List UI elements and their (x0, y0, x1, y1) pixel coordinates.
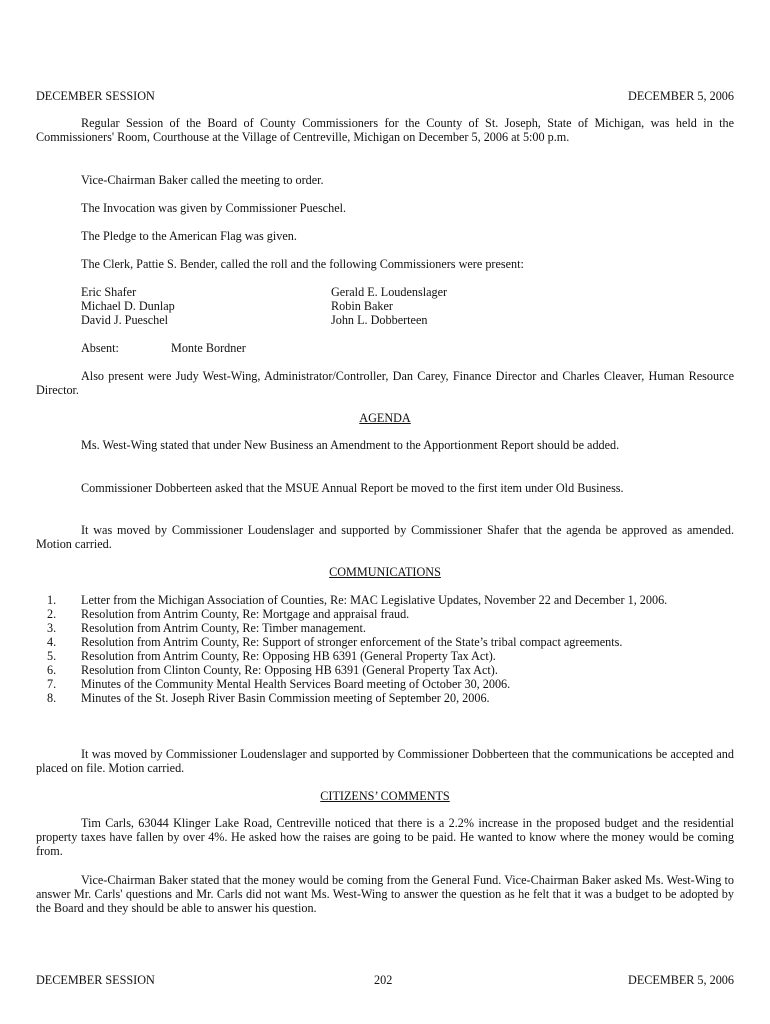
list-item: 1. Letter from the Michigan Association of Counties, Re: MAC Legislative Updates, November 22 and December 1, 2006. (47, 593, 668, 607)
present-list (81, 285, 581, 327)
commissioner-name: David J. Pueschel (81, 313, 168, 327)
communications-heading: COMMUNICATIONS (329, 565, 441, 579)
page-header (36, 89, 734, 103)
agenda-paragraph-2: Commissioner Dobberteen asked that the MSUE Annual Report be moved to the first item under Old Business. (81, 481, 624, 495)
pledge: The Pledge to the American Flag was given. (81, 229, 297, 243)
roll-call: The Clerk, Pattie S. Bender, called the roll and the following Commissioners were present: (81, 257, 524, 271)
header-session: DECEMBER SESSION (36, 89, 155, 103)
list-item: 8. Minutes of the St. Joseph River Basin Commission meeting of September 20, 2006. (47, 691, 490, 705)
footer-date: DECEMBER 5, 2006 (628, 973, 734, 987)
citizens-paragraph-1: Tim Carls, 63044 Klinger Lake Road, Centreville noticed that there is a 2.2% increase in the proposed budget and the residential property taxes have fallen by over 4%. He asked how the raises are going to be paid. He wanted to know where the money would be coming from. (36, 816, 734, 858)
citizens-heading: CITIZENS’ COMMENTS (320, 789, 450, 803)
footer-session: DECEMBER SESSION (36, 973, 155, 987)
page-footer (36, 973, 734, 987)
agenda-paragraph-1: Ms. West-Wing stated that under New Business an Amendment to the Apportionment Report should be added. (81, 438, 620, 452)
call-to-order: Vice-Chairman Baker called the meeting to order. (81, 173, 324, 187)
citizens-paragraph-2: Vice-Chairman Baker stated that the money would be coming from the General Fund. Vice-Chairman Baker asked Ms. West-Wing to answer Mr. Carls' questions and Mr. Carls did not want Ms. West-Wing to answer the question as he felt that it was a budget to be adopted by the Board and they should be able to answer his question. (36, 873, 734, 915)
present-column-right (331, 285, 581, 327)
absent-label: Absent: (81, 341, 119, 355)
also-present-paragraph: Also present were Judy West-Wing, Administrator/Controller, Dan Carey, Finance Director and Charles Cleaver, Human Resource Director. (36, 369, 734, 397)
opening-paragraph: Regular Session of the Board of County Commissioners for the County of St. Joseph, State of Michigan, was held in the Commissioners' Room, Courthouse at the Village of Centreville, Michigan on December 5, 2006 at 5:00 p.m. (36, 116, 734, 144)
list-item: 7. Minutes of the Community Mental Health Services Board meeting of October 30, 2006. (47, 677, 511, 691)
commissioner-name: Gerald E. Loudenslager (331, 285, 448, 299)
absent-line (81, 341, 246, 355)
commissioner-name: John L. Dobberteen (331, 313, 428, 327)
agenda-heading: AGENDA (359, 411, 411, 425)
list-item: 2. Resolution from Antrim County, Re: Mortgage and appraisal fraud. (47, 607, 410, 621)
agenda-paragraph-3: It was moved by Commissioner Loudenslager and supported by Commissioner Shafer that the agenda be approved as amended. Motion carried. (36, 523, 734, 551)
invocation: The Invocation was given by Commissioner Pueschel. (81, 201, 347, 215)
list-item: 3. Resolution from Antrim County, Re: Timber management. (47, 621, 366, 635)
commissioner-name: Robin Baker (331, 299, 393, 313)
absent-name: Monte Bordner (171, 341, 246, 355)
list-item: 6. Resolution from Clinton County, Re: Opposing HB 6391 (General Property Tax Act). (47, 663, 498, 677)
present-column-left (81, 285, 331, 327)
list-item: 4. Resolution from Antrim County, Re: Support of stronger enforcement of the State’s tribal compact agreements. (47, 635, 623, 649)
communications-list (36, 593, 734, 705)
header-date: DECEMBER 5, 2006 (628, 89, 734, 103)
communications-motion: It was moved by Commissioner Loudenslager and supported by Commissioner Dobberteen that the communications be accepted and placed on file. Motion carried. (36, 747, 734, 775)
page-number: 202 (374, 973, 393, 987)
list-item: 5. Resolution from Antrim County, Re: Opposing HB 6391 (General Property Tax Act). (47, 649, 496, 663)
commissioner-name: Michael D. Dunlap (81, 299, 175, 313)
commissioner-name: Eric Shafer (81, 285, 137, 299)
